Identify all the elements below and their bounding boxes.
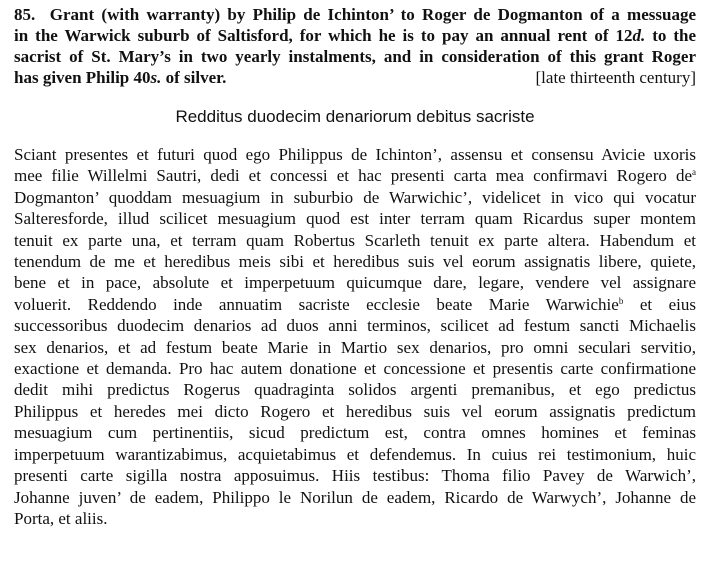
body-line: imperpetuum warantizabimus, acquietabimus et defendemus. In cuius rei testimonium, huic <box>14 444 696 464</box>
body-line: dedit mihi predictus Rogerus quadraginta solidos argenti premanibus, et ego predictus <box>14 380 696 400</box>
entry-heading <box>14 4 696 88</box>
document-subtitle: Redditus duodecim denariorum debitus sacriste <box>175 107 535 126</box>
body-line: bene et in pace, absolute et imperpetuum quicumque dare, legare, vendere vel assignare <box>14 273 696 293</box>
rent-unit: d. <box>632 26 646 45</box>
heading-line-1: 85. Grant (with warranty) by Philip de Ichinton’ to Roger de Dogmanton of a messuage <box>14 5 697 24</box>
entry-number: 85. <box>14 5 36 24</box>
body-line: Sciant presentes et futuri quod ego Philippus de Ichinton’, assensu et consensu Avicie uxoris <box>14 145 696 164</box>
body-line: tenendum de me et heredibus meis sibi et heredibus suis vel eorum assignatis libere, quiete, <box>14 252 696 272</box>
document-page <box>14 4 696 529</box>
date-note: [late thirteenth century] <box>535 68 696 87</box>
body-line: sex denarios, et ad festum beate Marie in Martio sex denarios, pro omni seculari servitio, <box>14 337 696 357</box>
footnote-marker-b: b <box>618 295 624 306</box>
heading-line-2: in the Warwick suburb of Saltisford, for which he is to pay an annual rent of 12d. to the <box>14 26 697 45</box>
body-line: Dogmanton’ quoddam mesuagium in suburbio de Warwichic’, videlicet in vico qui vocatur <box>14 187 696 207</box>
body-line: Salteresforde, illud scilicet mesuagium quod est inter terram quam Ricardus super montem <box>14 209 696 229</box>
body-line: tenuit ex parte una, et terram quam Robertus Scarleth tenuit ex parte altera. Habendum et <box>14 230 696 250</box>
body-line: exactione et demanda. Pro hac autem donatione et concessione et presentis carte confirmatione <box>14 359 696 379</box>
body-line: mee filie Willelmi Sautri, dedi et concessi et hac presenti carta mea confirmavi Rogero $de^a$ <box>14 166 696 186</box>
heading-line-3: sacrist of St. Mary’s in two yearly instalments, and in consideration of this grant Roger <box>14 47 696 66</box>
body-line: Johanne juven’ de eadem, Philippo le Norilun de eadem, Ricardo de Warwych’, Johanne de <box>14 487 696 507</box>
body-line: Porta, et aliis. <box>14 508 108 528</box>
body-line: successoribus duodecim denarios ad duos anni terminos, scilicet ad festum sancti Michaelis <box>14 316 696 336</box>
silver-unit: s. <box>150 68 162 87</box>
rent-amount: 12 <box>615 26 633 45</box>
heading-line-4: has given Philip 40s. of silver. [late thirteenth century] <box>14 68 696 87</box>
body-line: mesuagium cum pertinentiis, sicud predictum est, contra omnes homines et feminas <box>14 423 696 443</box>
body-line: voluerit. Reddendo inde annuatim sacriste ecclesie beate Marie Warwichie$^b$ et eius <box>14 294 696 314</box>
charter-text <box>14 144 696 529</box>
silver-amount: 40 <box>133 68 151 87</box>
body-line: presenti carte sigilla nostra apposuimus. Hiis testibus: Thoma filio Pavey de Warwich’, <box>14 466 696 486</box>
footnote-marker-a: a <box>692 167 696 178</box>
body-line: Philippus et heredes mei dicto Rogero et heredibus suis vel eorum assignatis predictum <box>14 401 696 421</box>
